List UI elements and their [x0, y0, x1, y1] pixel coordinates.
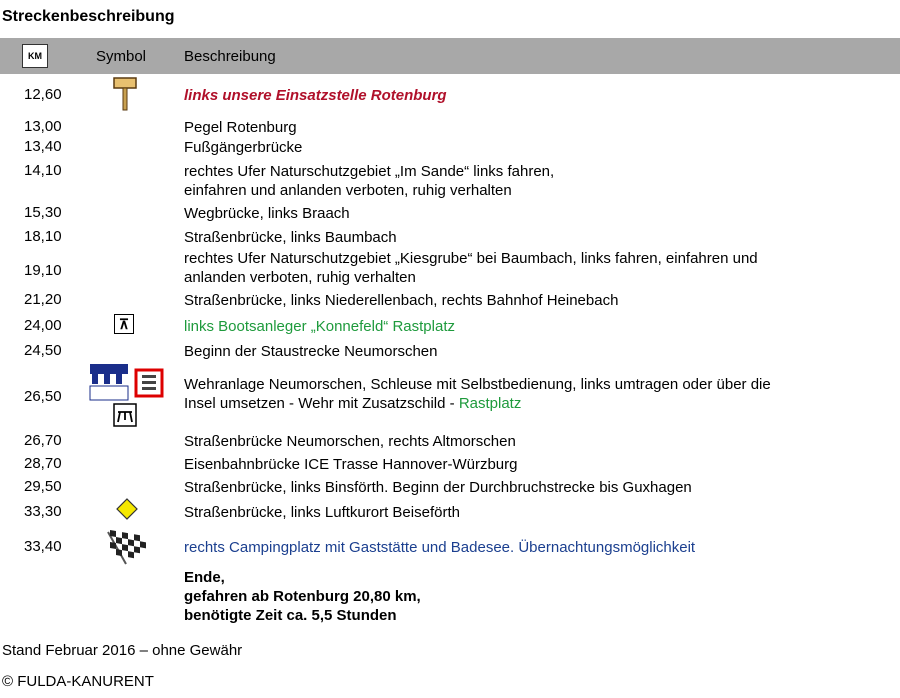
row-description: Straßenbrücke, links Niederellenbach, rechts Bahnhof Heinebach — [184, 292, 619, 309]
km-value: 15,30 — [24, 204, 62, 221]
km-value: 24,50 — [24, 342, 62, 359]
row-description: Straßenbrücke, links Baumbach — [184, 229, 397, 246]
km-value: 18,10 — [24, 228, 62, 245]
row-description: Wehranlage Neumorschen, Schleuse mit Selbstbedienung, links umtragen oder über die Insel umsetzen - Wehr mit Zusatzschild - Rastplatz — [184, 376, 771, 412]
row-description: Straßenbrücke Neumorschen, rechts Altmorschen — [184, 433, 516, 450]
row-description: links unsere Einsatzstelle Rotenburg — [184, 87, 447, 104]
km-value: 21,20 — [24, 291, 62, 308]
end-summary: Ende, gefahren ab Rotenburg 20,80 km, benötigte Zeit ca. 5,5 Stunden — [184, 569, 421, 624]
row-description: Pegel Rotenburg — [184, 119, 297, 136]
row-description: links Bootsanleger „Konnefeld“ Rastplatz — [184, 318, 455, 335]
row-description: Straßenbrücke, links Binsförth. Beginn der Durchbruchstrecke bis Guxhagen — [184, 479, 692, 496]
table-header — [0, 38, 900, 74]
km-value: 12,60 — [24, 86, 62, 103]
row-description: rechtes Ufer Naturschutzgebiet „Kiesgrube“ bei Baumbach, links fahren, einfahren und anlanden verboten, ruhig verhalten — [184, 250, 758, 286]
description-column-header: Beschreibung — [184, 48, 276, 65]
symbol-column-header: Symbol — [96, 48, 147, 65]
warning-diamond-icon — [116, 498, 138, 520]
km-value: 26,50 — [24, 388, 62, 405]
row-description: Eisenbahnbrücke ICE Trasse Hannover-Würzburg — [184, 456, 518, 473]
stand-note: Stand Februar 2016 – ohne Gewähr — [2, 642, 243, 659]
row-description: Beginn der Staustrecke Neumorschen — [184, 343, 438, 360]
checkered-flag-icon — [102, 526, 152, 566]
row-description: Straßenbrücke, links Luftkurort Beiseförth — [184, 504, 460, 521]
km-value: 13,40 — [24, 138, 62, 155]
start-sign-icon — [112, 76, 138, 112]
km-value: 33,40 — [24, 538, 62, 555]
row-description: Fußgängerbrücke — [184, 139, 303, 156]
km-value: 29,50 — [24, 478, 62, 495]
weir-icon — [88, 362, 168, 432]
km-value: 13,00 — [24, 118, 62, 135]
copyright: © FULDA-KANURENT — [2, 673, 154, 690]
page-title: Streckenbeschreibung — [2, 8, 175, 25]
row-description: Wegbrücke, links Braach — [184, 205, 350, 222]
km-value: 14,10 — [24, 162, 62, 179]
row-description: rechtes Ufer Naturschutzgebiet „Im Sande“ links fahren, einfahren und anlanden verboten, ruhig verhalten — [184, 163, 555, 199]
km-value: 26,70 — [24, 432, 62, 449]
row-description: rechts Campingplatz mit Gaststätte und Badesee. Übernachtungsmöglichkeit — [184, 539, 696, 556]
km-value: 33,30 — [24, 503, 62, 520]
km-label: KM — [22, 44, 48, 68]
picnic-table-icon: ⊼ — [114, 314, 134, 334]
km-value: 19,10 — [24, 262, 62, 279]
km-value: 28,70 — [24, 455, 62, 472]
km-value: 24,00 — [24, 317, 62, 334]
